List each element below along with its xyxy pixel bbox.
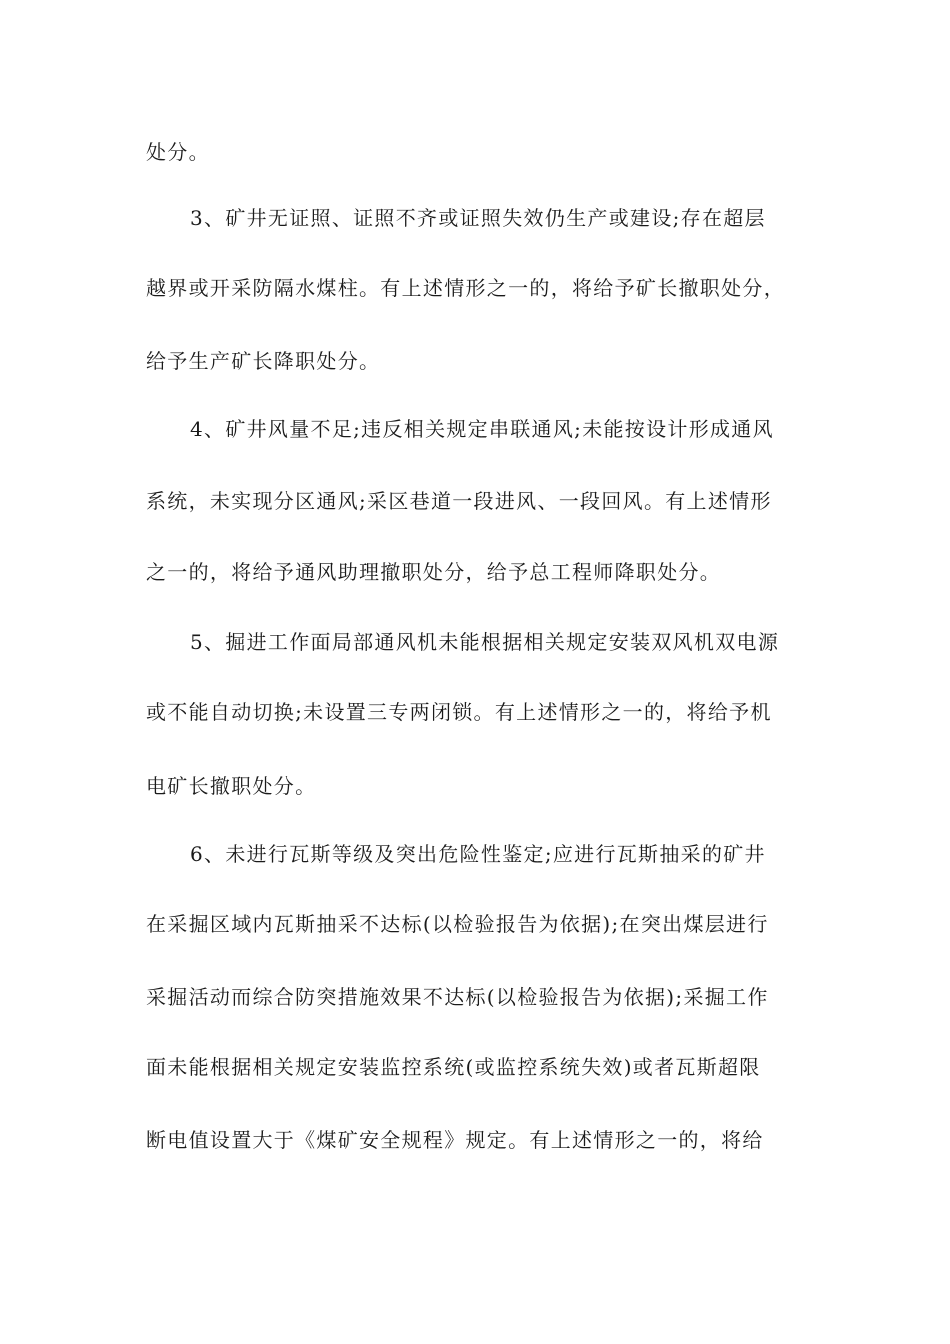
text-line-2: 3、矿井无证照、证照不齐或证照失效仍生产或建设;存在超层: [190, 206, 766, 230]
text-line-1: 处分。: [146, 140, 210, 164]
text-line-15: 断电值设置大于《煤矿安全规程》规定。有上述情形之一的，将给: [146, 1128, 764, 1152]
text-line-4: 给予生产矿长降职处分。: [146, 349, 381, 373]
text-line-14: 面未能根据相关规定安装监控系统(或监控系统失效)或者瓦斯超限: [146, 1055, 761, 1079]
text-line-5: 4、矿井风量不足;违反相关规定串联通风;未能按设计形成通风: [190, 417, 774, 441]
text-line-12: 在采掘区域内瓦斯抽采不达标(以检验报告为依据);在突出煤层进行: [146, 912, 769, 936]
text-line-10: 电矿长撤职处分。: [146, 774, 317, 798]
text-line-13: 采掘活动而综合防突措施效果不达标(以检验报告为依据);采掘工作: [146, 985, 769, 1009]
text-line-11: 6、未进行瓦斯等级及突出危险性鉴定;应进行瓦斯抽采的矿井: [190, 842, 766, 866]
text-line-6: 系统，未实现分区通风;采区巷道一段进风、一段回风。有上述情形: [146, 489, 772, 513]
text-line-3: 越界或开采防隔水煤柱。有上述情形之一的，将给予矿长撤职处分，: [146, 276, 785, 300]
text-line-9: 或不能自动切换;未设置三专两闭锁。有上述情形之一的，将给予机: [146, 700, 772, 724]
text-line-8: 5、掘进工作面局部通风机未能根据相关规定安装双风机双电源: [190, 630, 780, 654]
text-line-7: 之一的，将给予通风助理撤职处分，给予总工程师降职处分。: [146, 560, 722, 584]
